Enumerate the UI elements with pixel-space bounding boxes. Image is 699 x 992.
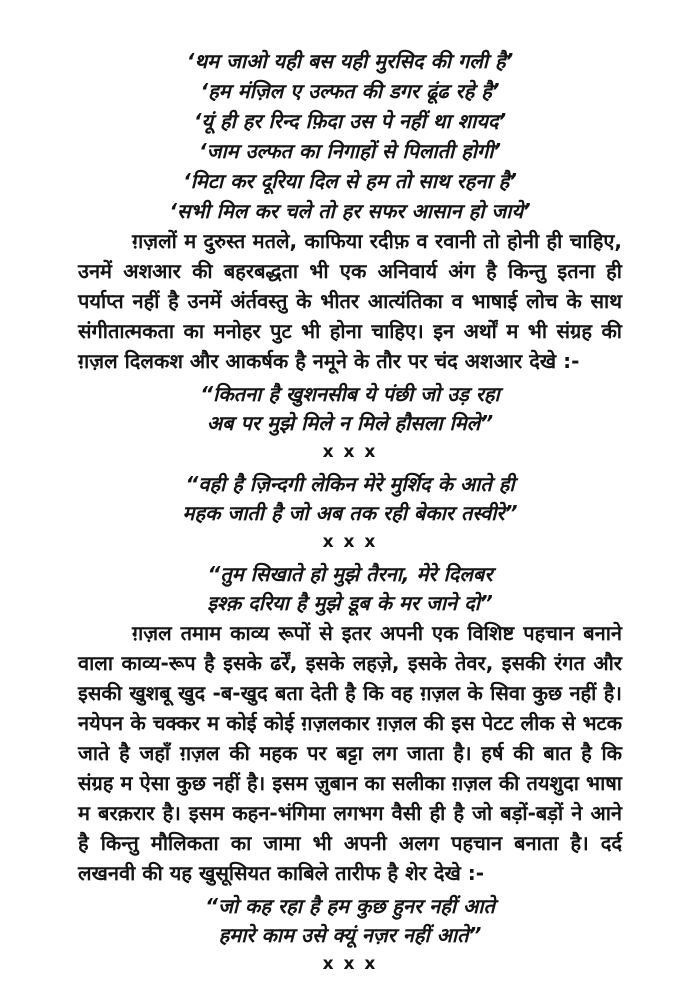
sher-2-line-2: महक जाती है जो अब तक रही बेकार तस्वीरे” [182, 501, 518, 525]
paragraph-2: ग़ज़ल तमाम काव्य रूपों से इतर अपनी एक विशिष्ट पहचान बनाने वाला काव्य-रूप है इसके ढर्रें, इसके लहज़े, इसके तेवर, इसकी रंगत और इसकी खुशबू खुद -ब-खुद बता देती है कि वह ग़ज़ल के सिवा कुछ नहीं है। नयेपन के चक्कर म कोई कोई ग़ज़लकार ग़ज़ल की इस पेटट लीक से भटक जाते है जहाँ ग़ज़ल की महक पर बट्टा लग जाता है। हर्ष की बात है कि संग्रह म ऐसा कुछ नहीं है। इसम ज़ुबान का सलीका ग़ज़ल की तयशुदा भाषा म बरक़रार है। इसम कहन-भंगिमा लगभग वैसी ही है जो बड़ों-बड़ों ने आने है किन्तु मौलिकता का जामा भी अपनी अलग पहचान बनाता है। दर्द लखनवी की यह खुसूसियत काबिले तारीफ है शेर देखे :- [78, 621, 622, 885]
closing-sher-block [78, 892, 622, 950]
couplet-line-4: ‘जाम उल्फत का निगाहों से पिलाती होगी’ [199, 139, 501, 163]
sher-3-line-1: “तुम सिखाते हो मुझे तैरना, मेरे दिलबर [207, 562, 493, 586]
paragraph-1: ग़ज़लों म दुरुस्त मतले, काफिया रदीफ़ व रवानी तो होनी ही चाहिए, उनमें अशआर की बहरबद्धता भी एक अनिवार्य अंग है किन्तु इतना ही पर्याप्त नहीं है उनमें अंर्तवस्तु के भीतर आत्यंतिका व भाषाई लोच के साथ संगीतात्मकता का मनोहर पुट भी होना चाहिए। इन अर्थों म भी संग्रह की ग़ज़ल दिलकश और आकर्षक है नमूने के तौर पर चंद अशआर देखे :- [78, 229, 622, 373]
opening-couplets [78, 46, 622, 226]
couplet-line-6: ‘सभी मिल कर चले तो हर सफर आसान हो जाये’ [169, 199, 531, 223]
closing-sher-line-1: “जो कह रहा है हम कुछ हुनर नहीं आते [205, 894, 495, 918]
couplet-line-2: ‘हम मंज़िल ए उल्फत की डगर ढूंढ रहे है’ [200, 79, 500, 103]
sher-1-line-1: “कितना है खुशनसीब ये पंछी जो उड़ रहा [200, 382, 500, 406]
sher-block-2 [78, 470, 622, 528]
sher-2-line-1: “वही है ज़िन्दगी लेकिन मेरे मुर्शिद के आते ही [185, 472, 515, 496]
separator-xxx-1: x x x [322, 442, 378, 462]
sher-block-3 [78, 560, 622, 618]
couplet-line-5: ‘मिटा कर दूरिया दिल से हम तो साथ रहना है’ [183, 169, 517, 193]
couplet-line-1: ‘थम जाओ यही बस यही मुरसिद की गली है’ [186, 49, 514, 73]
sher-3-line-2: इश्क़ दरिया है मुझे डूब के मर जाने दो” [207, 591, 493, 615]
separator-xxx-3: x x x [322, 954, 378, 974]
closing-sher-line-2: हमारे काम उसे क्यूं नज़र नहीं आते” [218, 923, 482, 947]
couplet-line-3: ‘यूं ही हर रिन्द फ़िदा उस पे नहीं था शायद’ [193, 109, 507, 133]
separator-xxx-2: x x x [322, 532, 378, 552]
sher-block-1 [78, 380, 622, 438]
sher-1-line-2: अब पर मुझे मिले न मिले हौसला मिले” [206, 411, 494, 435]
